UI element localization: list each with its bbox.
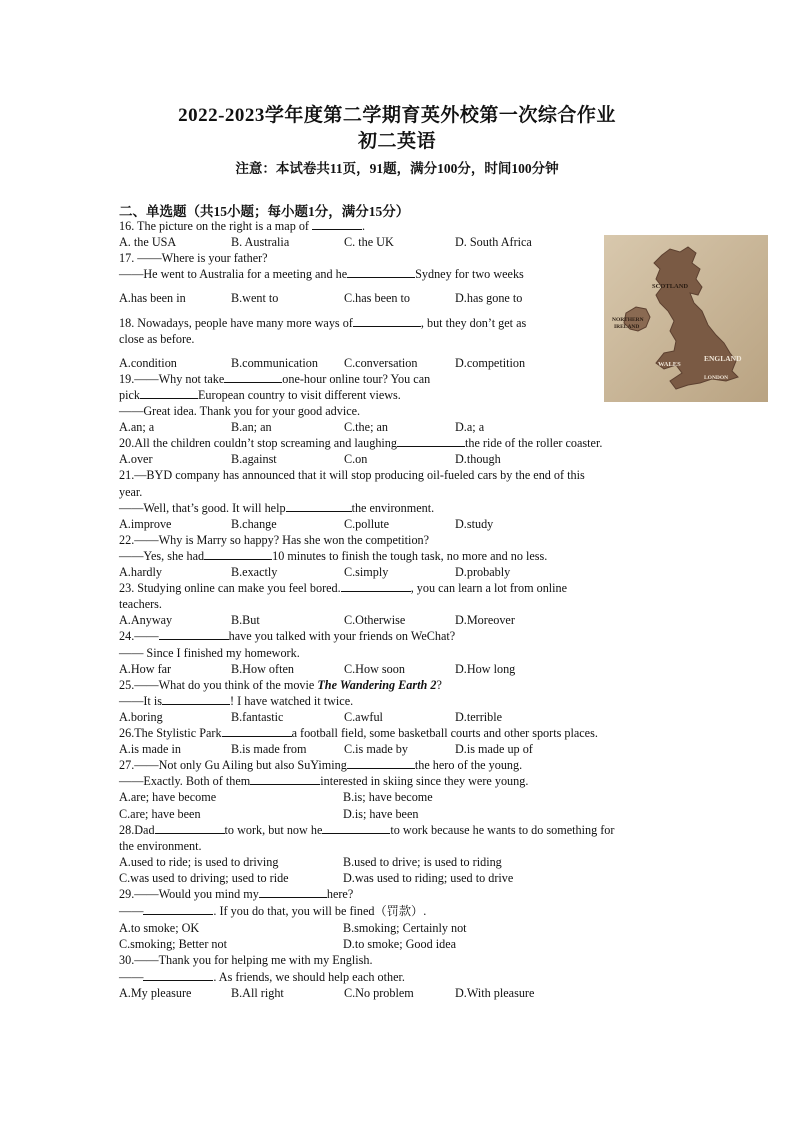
option-d: D. South Africa <box>455 235 532 249</box>
option-a: A.My pleasure <box>119 986 192 1000</box>
map-label-wales: WALES <box>658 361 681 368</box>
option-c: C.How soon <box>344 662 405 676</box>
option-c: C.are; have been <box>119 807 201 821</box>
question-29-options-ab <box>119 920 599 936</box>
blank <box>322 822 390 834</box>
option-b: B.used to drive; is used to riding <box>343 855 502 869</box>
question-17-stem: 17. ——Where is your father? <box>119 251 268 265</box>
option-c: C.was used to driving; used to ride <box>119 871 289 885</box>
question-19-line3: ——Great idea. Thank you for your good advice. <box>119 404 361 418</box>
blank <box>347 757 415 769</box>
question-28-options-cd <box>119 870 599 886</box>
question-26-stem: 26.The Stylistic Park a football field, some basketball courts and other sports places. <box>119 726 598 740</box>
map-label-ireland: IRELAND <box>614 324 640 330</box>
question-22-options <box>119 564 599 580</box>
option-d: D.competition <box>455 356 526 370</box>
option-d: D.study <box>455 517 494 531</box>
option-b: B. Australia <box>231 235 290 249</box>
option-b: B.against <box>231 452 277 466</box>
question-16-options <box>119 234 599 250</box>
section-heading: 二、单选题（共15小题；每小题1分，满分15分） <box>119 204 410 219</box>
question-22-stem: 22.——Why is Marry so happy? Has she won the competition? <box>119 533 430 547</box>
exam-notice: 注意：本试卷共11页，91题，满分100分，时间100分钟 <box>235 161 559 176</box>
option-c: C.pollute <box>344 517 390 531</box>
blank <box>397 435 465 447</box>
blank <box>162 693 230 705</box>
option-b: B.is; have become <box>343 790 433 804</box>
option-a: A.is made in <box>119 742 181 756</box>
blank <box>159 628 229 640</box>
option-d: D.How long <box>455 662 516 676</box>
movie-title: The Wandering Earth 2 <box>317 678 437 692</box>
question-23-line2: teachers. <box>119 597 162 611</box>
option-d: D.Moreover <box>455 613 515 627</box>
question-29-options-cd <box>119 936 599 952</box>
question-24-options <box>119 661 599 677</box>
option-c: C.simply <box>344 565 389 579</box>
question-24-stem: 24.—— have you talked with your friends on WeChat? <box>119 629 456 643</box>
exam-title: 2022-2023学年度第二学期育英外校第一次综合作业 <box>178 105 616 126</box>
blank <box>347 266 415 278</box>
option-a: A.condition <box>119 356 177 370</box>
blank <box>250 773 320 785</box>
option-a: A.hardly <box>119 565 162 579</box>
question-20-options <box>119 451 599 467</box>
blank <box>224 371 282 383</box>
question-30-stem: 30.——Thank you for helping me with my English. <box>119 953 373 967</box>
blank <box>286 500 352 512</box>
question-17-line2: ——He went to Australia for a meeting and he Sydney for two weeks <box>119 267 524 281</box>
question-19-options <box>119 419 599 435</box>
option-d: D.to smoke; Good idea <box>343 937 457 951</box>
option-b: B.communication <box>231 356 318 370</box>
option-b: B.an; an <box>231 420 272 434</box>
option-a: A.boring <box>119 710 163 724</box>
question-20-stem: 20.All the children couldn’t stop screaming and laughing the ride of the roller coaster. <box>119 436 603 450</box>
option-c: C.smoking; Better not <box>119 937 227 951</box>
question-18-options <box>119 355 599 371</box>
option-d: D.though <box>455 452 501 466</box>
option-d: D.probably <box>455 565 511 579</box>
option-b: B.smoking; Certainly not <box>343 921 467 935</box>
question-29-line2: —— . If you do that, you will be fined（罚款）. <box>119 904 427 918</box>
map-label-england: ENGLAND <box>704 354 742 363</box>
question-27-options-cd <box>119 806 599 822</box>
option-d: D.a; a <box>455 420 485 434</box>
option-b: B.But <box>231 613 260 627</box>
question-30-options <box>119 985 599 1001</box>
question-28-line2: the environment. <box>119 839 202 853</box>
option-a: A.Anyway <box>119 613 173 627</box>
uk-map-image <box>604 235 768 402</box>
option-d: D.is made up of <box>455 742 533 756</box>
question-19-stem: 19.——Why not take one-hour online tour? You can <box>119 372 431 386</box>
blank <box>312 218 362 230</box>
question-21-options <box>119 516 599 532</box>
option-d: D.With pleasure <box>455 986 535 1000</box>
option-b: B.went to <box>231 291 279 305</box>
question-30-line2: —— . As friends, we should help each other. <box>119 970 405 984</box>
option-b: B.is made from <box>231 742 307 756</box>
option-b: B.All right <box>231 986 284 1000</box>
question-24-line2: —— Since I finished my homework. <box>119 646 300 660</box>
option-c: C.conversation <box>344 356 418 370</box>
question-23-stem: 23. Studying online can make you feel bored. , you can learn a lot from online <box>119 581 568 595</box>
question-21-line2: year. <box>119 485 143 499</box>
map-label-northern: NORTHERN <box>612 317 644 323</box>
exam-subtitle: 初二英语 <box>357 131 436 152</box>
option-c: C.awful <box>344 710 383 724</box>
question-25-options <box>119 709 599 725</box>
blank <box>143 903 213 915</box>
map-label-scotland: SCOTLAND <box>652 283 689 290</box>
option-c: C.is made by <box>344 742 408 756</box>
question-25-stem: 25.——What do you think of the movie The Wandering Earth 2? <box>119 678 442 692</box>
map-label-london: LONDON <box>704 375 729 381</box>
option-a: A.an; a <box>119 420 155 434</box>
question-21-line3: ——Well, that’s good. It will help the environment. <box>119 501 435 515</box>
option-a: A.improve <box>119 517 172 531</box>
question-18-stem: 18. Nowadays, people have many more ways of , but they don’t get as <box>119 316 527 330</box>
blank <box>353 315 421 327</box>
blank <box>222 725 292 737</box>
option-c: C. the UK <box>344 235 394 249</box>
question-28-stem: 28.Dad to work, but now he to work because he wants to do something for <box>119 823 615 837</box>
question-28-options-ab <box>119 854 599 870</box>
option-d: D.terrible <box>455 710 503 724</box>
question-27-line2: ——Exactly. Both of them interested in skiing since they were young. <box>119 774 529 788</box>
blank <box>143 969 213 981</box>
question-25-line2: ——It is ! I have watched it twice. <box>119 694 354 708</box>
option-a: A.has been in <box>119 291 186 305</box>
question-21-stem: 21.—BYD company has announced that it will stop producing oil-fueled cars by the end of this <box>119 468 585 482</box>
blank <box>155 822 225 834</box>
option-c: C.the; an <box>344 420 389 434</box>
question-26-options <box>119 741 599 757</box>
option-c: C.has been to <box>344 291 411 305</box>
blank <box>140 387 198 399</box>
option-d: D.has gone to <box>455 291 523 305</box>
option-b: B.exactly <box>231 565 278 579</box>
blank <box>259 886 327 898</box>
option-a: A. the USA <box>119 235 177 249</box>
blank <box>341 580 411 592</box>
option-d: D.is; have been <box>343 807 419 821</box>
question-18-line2: close as before. <box>119 332 195 346</box>
question-22-line2: ——Yes, she had 10 minutes to finish the tough task, no more and no less. <box>119 549 548 563</box>
option-a: A.over <box>119 452 153 466</box>
question-29-stem: 29.——Would you mind my here? <box>119 887 354 901</box>
blank <box>204 548 272 560</box>
option-c: C.on <box>344 452 368 466</box>
question-27-stem: 27.——Not only Gu Ailing but also SuYiming the hero of the young. <box>119 758 523 772</box>
uk-map-icon <box>604 235 768 402</box>
option-c: C.Otherwise <box>344 613 406 627</box>
question-17-options <box>119 290 599 306</box>
question-23-options <box>119 612 599 628</box>
option-d: D.was used to riding; used to drive <box>343 871 514 885</box>
option-a: A.to smoke; OK <box>119 921 200 935</box>
question-16-stem: 16. The picture on the right is a map of . <box>119 219 366 233</box>
option-a: A.How far <box>119 662 172 676</box>
question-19-line2: pick European country to visit different views. <box>119 388 401 402</box>
option-a: A.used to ride; is used to driving <box>119 855 279 869</box>
option-c: C.No problem <box>344 986 414 1000</box>
option-a: A.are; have become <box>119 790 217 804</box>
option-b: B.change <box>231 517 277 531</box>
option-b: B.fantastic <box>231 710 284 724</box>
question-27-options-ab <box>119 789 599 805</box>
option-b: B.How often <box>231 662 294 676</box>
